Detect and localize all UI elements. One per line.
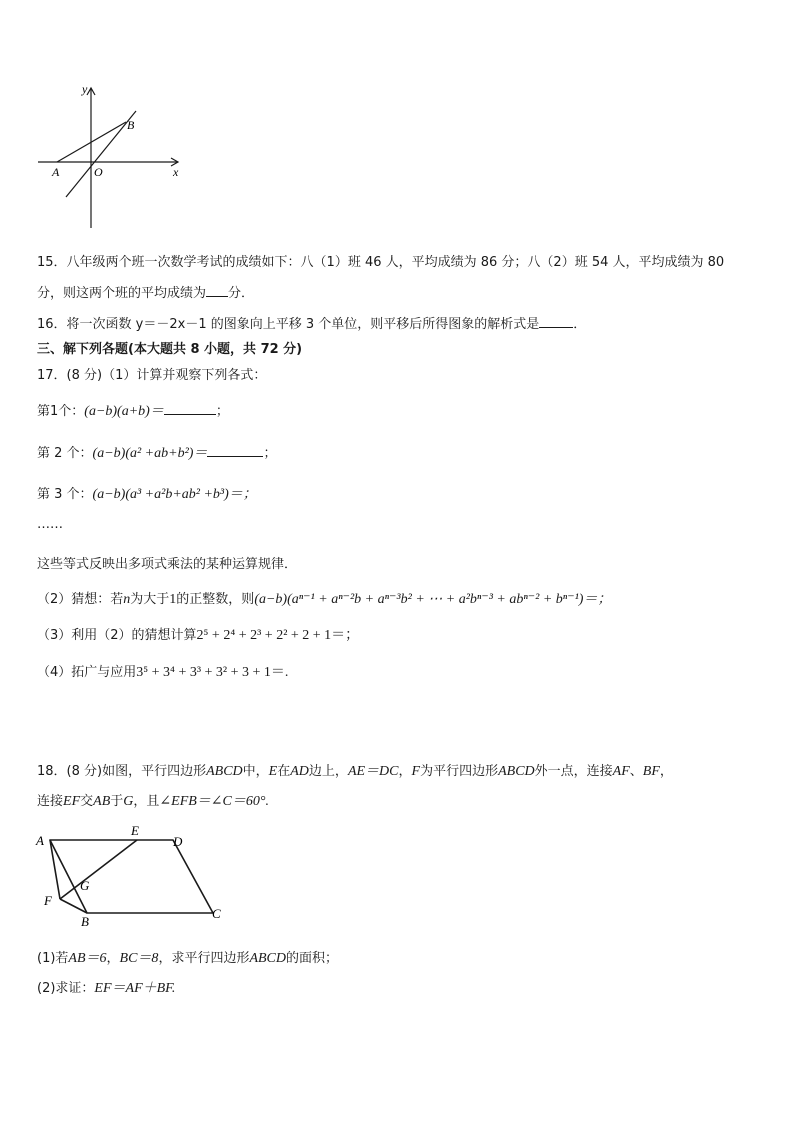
q17-part3 [37,624,359,644]
q18-sub2 [37,977,175,997]
q17-ellipsis: …… [37,517,63,532]
q17-part3-expr: 2⁵ + 2⁴ + 2³ + 2² + 2 + 1＝； [196,628,360,643]
q18-ad: AD [290,764,309,779]
q18-l1-f: 为平行四边形 [420,764,499,779]
q18-f: F [411,764,421,779]
q18-af: AF [612,764,630,779]
q16-answer-blank[interactable] [539,326,573,328]
q16 [37,313,586,332]
q15-line2 [37,282,254,301]
label-d: D [173,834,183,849]
q17-part2-n: n [123,592,131,607]
q18-line2 [37,790,269,810]
label-e: E [131,823,139,838]
q18-sub1-b: ， [106,951,120,966]
q15-answer-blank[interactable] [206,295,228,297]
q18-ae-dc: AE＝DC [347,764,399,779]
q18-angle: ∠EFB＝∠C＝60°. [159,794,269,809]
label-o: O [94,165,103,179]
label-a: A [36,833,44,848]
q17-item1-expr: (a−b)(a+b)＝ [84,404,164,419]
q18-sub1 [37,947,338,967]
q18-line1 [37,760,673,780]
parallelogram-abcd [50,840,213,913]
label-g: G [80,878,90,893]
q17-item2-expr: (a−b)(a² +ab+b²)＝ [92,446,208,461]
label-x: x [173,165,179,179]
q18-sub1-c: ，求平行四边形 [158,951,250,966]
q17-part2-mid2: 的正整数，则 [176,592,255,607]
label-f: F [44,893,52,908]
q18-sub1-ab: AB＝6 [68,951,107,966]
q18-l1-h: 、 [629,764,643,779]
label-a: A [52,165,60,179]
q17-item1-end: ； [215,404,229,419]
q18-sub1-abcd: ABCD [249,951,287,966]
q18-bf: BF [642,764,660,779]
label-c: C [212,906,221,921]
q18-l1-i: ， [659,764,673,779]
q17-item3-expr: (a−b)(a³ +a²b+ab² +b³)＝； [92,487,257,502]
q18-l1-d: 边上， [308,764,348,779]
q18-l1-b: 中， [242,764,269,779]
q18-ab: AB [93,794,111,809]
q17-part2-label: （2）猜想：若 [37,592,124,607]
q17-intro: 17．(8 分)（1）计算并观察下列各式： [37,368,267,383]
q17-item2-label: 第 2 个： [37,446,93,461]
q18-l1-e: ， [398,764,412,779]
q18-ef: EF [63,794,81,809]
q17-item2-end: ； [263,446,277,461]
q17-part4-label: （4）拓广与应用 [37,665,137,680]
q17-note: 这些等式反映出多项式乘法的某种运算规律． [37,557,298,572]
q17-item2-blank[interactable] [207,455,263,457]
q15-line2-end: 分． [228,286,255,301]
q18-g: G [123,794,134,809]
q15-line2-text: 分，则这两个班的平均成绩为 [37,286,207,301]
q18-l1-g: 外一点，连接 [534,764,613,779]
q17-item1-label: 第1个： [37,404,85,419]
q17-part2-expr: (a−b)(aⁿ⁻¹ + aⁿ⁻²b + aⁿ⁻³b² + ⋯ + a²bⁿ⁻³ + abⁿ⁻² + bⁿ⁻¹)＝； [254,592,612,607]
coordinate-figure [30,78,190,238]
q18-abcd: ABCD [206,764,243,779]
q18-sub2-expr: EF＝AF＋BF. [94,981,176,996]
q18-abcd2: ABCD [498,764,535,779]
q18-l2-d: ，且 [133,794,160,809]
segment-ae-ef [60,840,137,899]
q17-part2-one: 1 [169,592,177,607]
q18-sub2-a: (2)求证： [37,981,95,996]
q18-sub1-a: (1)若 [37,951,69,966]
label-y: y [82,82,88,96]
q18-sub1-d: 的面积； [286,951,339,966]
q16-end: ． [573,317,587,332]
q18-l1-c: 在 [277,764,291,779]
q17-part2-mid: 为大于 [130,592,170,607]
q16-text: 16．将一次函数 y＝－2x－1 的图象向上平移 3 个单位，则平移后所得图象的解析式是 [37,317,540,332]
q18-sub1-bc: BC＝8 [119,951,159,966]
q17-item2 [37,442,276,462]
q17-item3-label: 第 3 个： [37,487,93,502]
q17-part2 [37,588,611,608]
q17-part4 [37,661,288,681]
q17-part4-expr: 3⁵ + 3⁴ + 3³ + 3² + 3 + 1＝. [136,665,289,680]
line-through-origin [66,111,136,197]
q18-l2-b: 交 [80,794,94,809]
q15-line1: 15．八年级两个班一次数学考试的成绩如下：八（1）班 46 人，平均成绩为 86 分；八（2）班 54 人，平均成绩为 80 [37,255,725,270]
q18-l1-a: 18．(8 分)如图，平行四边形 [37,764,207,779]
label-b: B [81,914,89,929]
q17-item1 [37,400,229,420]
q17-item1-blank[interactable] [164,413,216,415]
label-b: B [127,118,135,132]
q18-l2-c: 于 [110,794,124,809]
q17-item3 [37,483,257,503]
q18-e: E [268,764,278,779]
q17-part3-label: （3）利用（2）的猜想计算 [37,628,197,643]
q18-l2-a: 连接 [37,794,64,809]
section-3-heading: 三、解下列各题(本大题共 8 小题，共 72 分) [37,342,303,357]
parallelogram-figure [30,820,230,932]
